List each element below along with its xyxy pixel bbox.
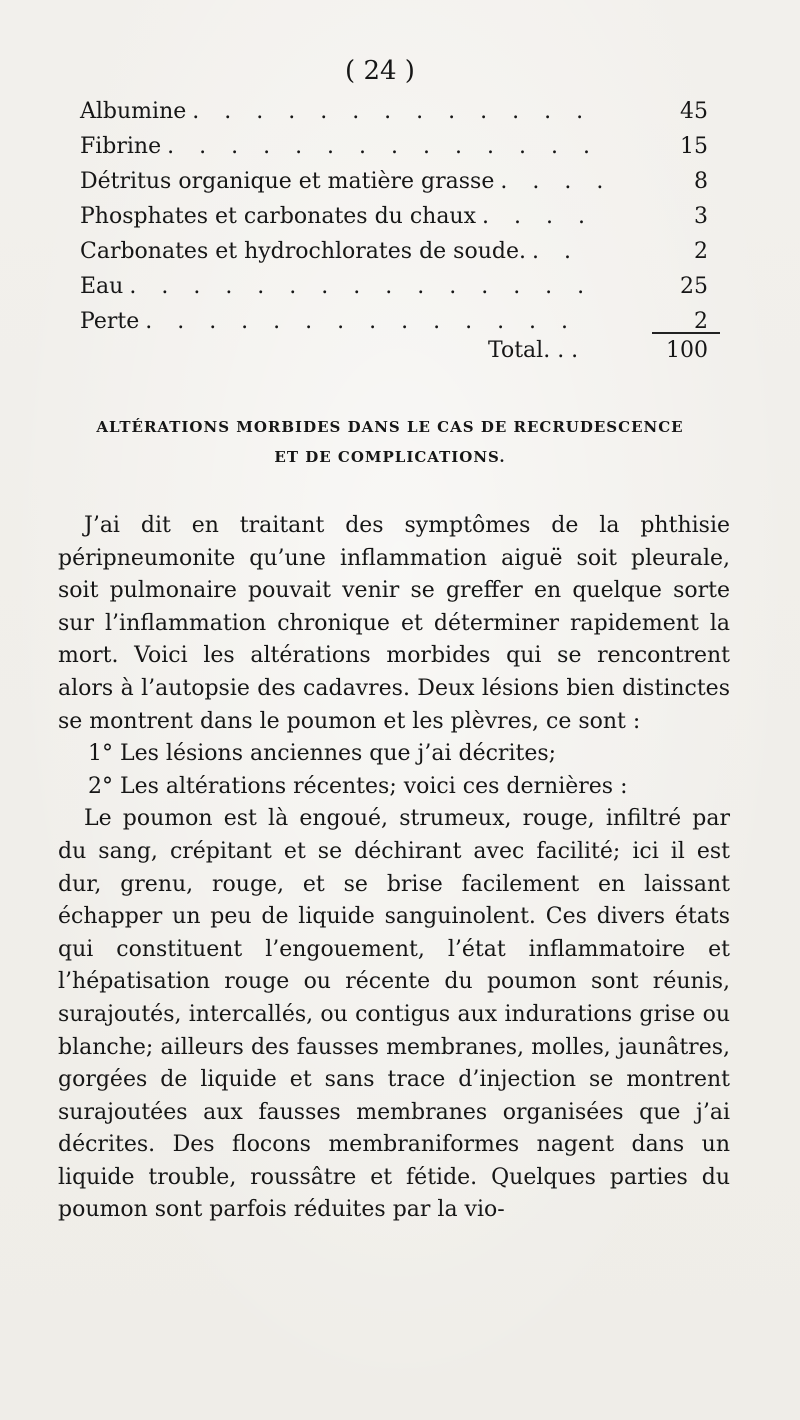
row-value: 8 [694,169,708,194]
row-value: 45 [680,99,708,124]
row-label: Eau [80,274,124,299]
row-label: Perte [80,309,140,334]
composition-table [80,94,708,339]
list-item: 2° Les altérations récentes; voici ces dernières : [88,773,628,799]
section-heading [70,412,710,472]
dot-leader: . . . . [500,169,613,194]
list-item: 1° Les lésions anciennes que j’ai décrites; [88,741,557,767]
composition-row [80,199,708,234]
composition-row [80,164,708,199]
composition-row [80,234,708,269]
heading-line-2: ET DE COMPLICATIONS. [274,448,506,466]
row-label: Carbonates et hydrochlorates de soude. [80,239,526,264]
row-value: 2 [694,309,708,334]
row-label: Phosphates et carbonates du chaux [80,204,477,229]
dot-leader: . . [531,239,580,264]
dot-leader: . . . . . . . . . . . . . [192,99,593,124]
composition-row [80,304,708,339]
row-label: Albumine [80,99,187,124]
heading-line-1: ALTÉRATIONS MORBIDES DANS LE CAS DE RECRUDESCENCE [96,418,684,436]
dot-leader: . . . . . . . . . . . . . . [145,309,578,334]
composition-row [80,129,708,164]
total-rule [652,332,720,334]
paragraph: J’ai dit en traitant des symptômes de la phthisie péripneumonite qu’une inflammation aiguë soit pleurale, soit pulmonaire pouvait venir se greffer en quelque sorte sur l’inflammation chronique et déterminer rapidement la mort. Voici les altérations morbides qui se rencontrent alors à l’autopsie des cadavres. Deux lésions bien distinctes se montrent dans le poumon et les plèvres, ce sont : [58,513,730,734]
row-value: 25 [680,274,708,299]
row-label: Détritus organique et matière grasse [80,169,495,194]
row-value: 3 [694,204,708,229]
page-number: ( 24 ) [345,56,415,86]
dot-leader: . . . . . . . . . . . . . . . [129,274,594,299]
row-label: Fibrine [80,134,162,159]
paragraph: Le poumon est là engoué, strumeux, rouge, infiltré par du sang, crépitant et se déchirant avec facilité; ici il est dur, grenu, rouge, et se brise facilement en laissant échapper un peu de liquide sanguinolent. Ces divers états qui constituent l’engouement, l’état inflammatoire et l’hépatisation rouge ou récente du poumon sont réunis, surajoutés, intercallés, ou contigus aux indurations grise ou blanche; ailleurs des fausses membranes, molles, jaunâtres, gorgées de liquide et sans trace d’injection se montrent surajoutées aux fausses membranes organisées que j’ai décrites. Des flocons membraniformes nagent dans un liquide trouble, roussâtre et fétide. Quelques parties du poumon sont parfois réduites par la vio- [58,806,730,1223]
body-text [58,510,730,1227]
dot-leader: . . . . . . . . . . . . . . [167,134,599,159]
row-value: 2 [694,239,708,264]
total-row [488,338,708,363]
dot-leader: . . . . [482,204,594,229]
total-value: 100 [666,338,708,363]
composition-row [80,269,708,304]
total-label: Total. . . [488,338,579,363]
composition-row [80,94,708,129]
row-value: 15 [680,134,708,159]
